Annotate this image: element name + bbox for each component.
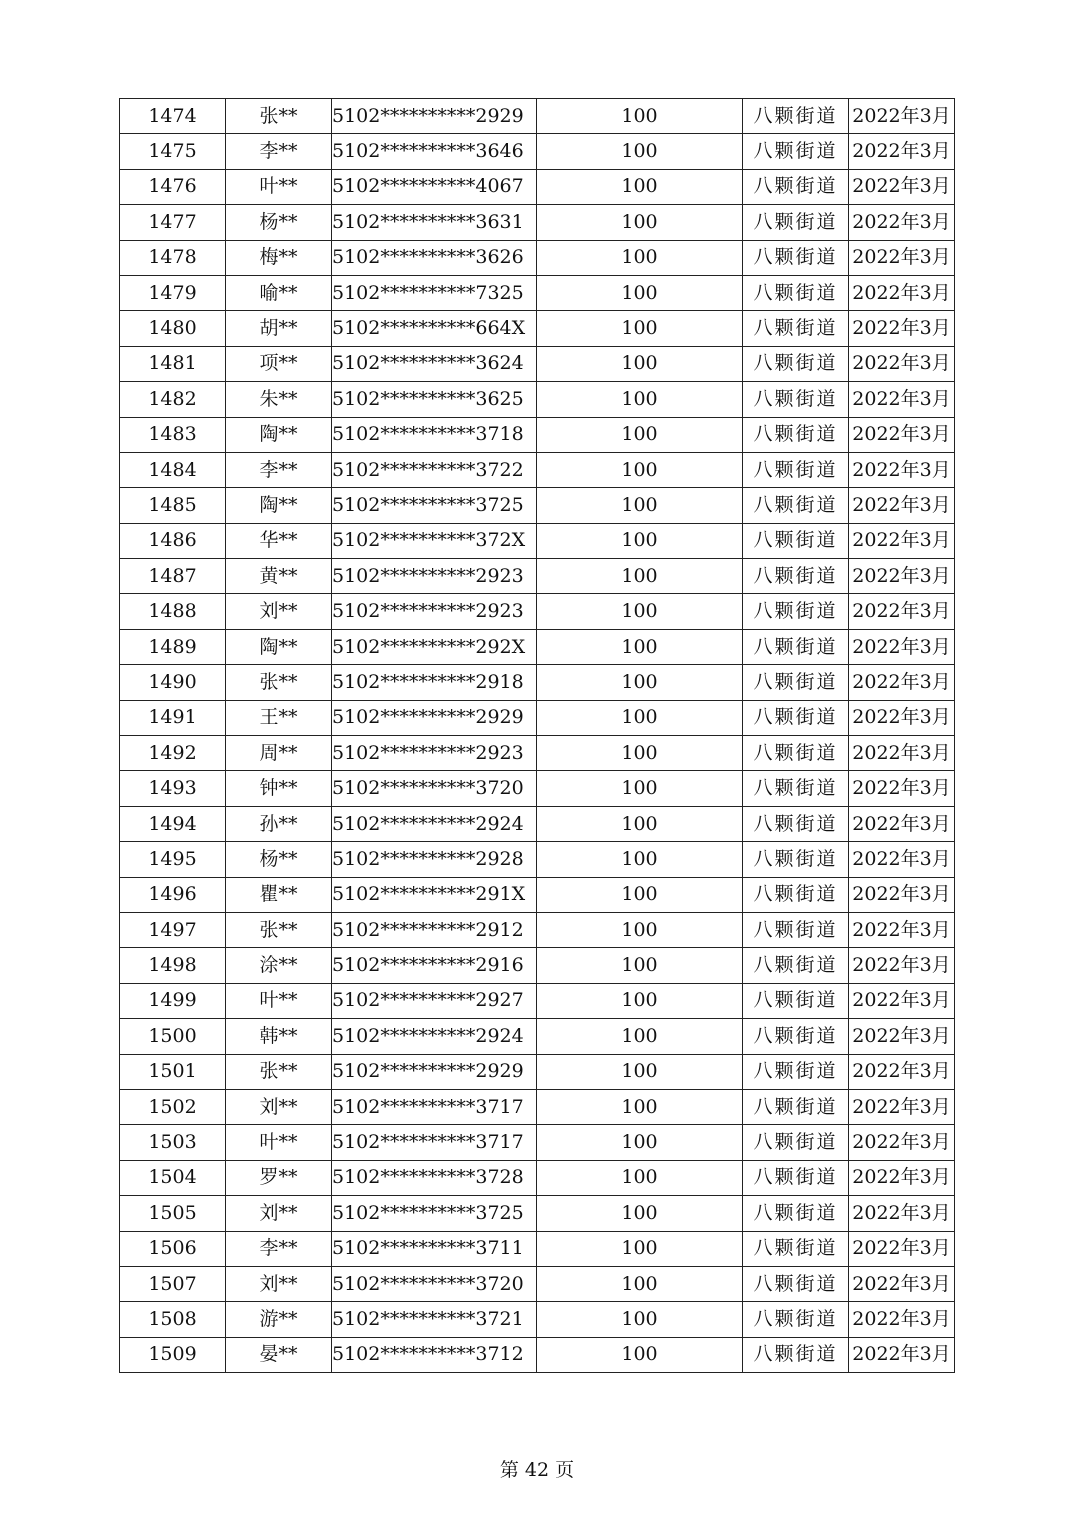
amount-cell: 100 xyxy=(537,700,743,735)
row-number-cell: 1505 xyxy=(120,1196,226,1231)
amount-cell: 100 xyxy=(537,1054,743,1089)
table-row xyxy=(120,134,955,169)
id-number-cell: 5102**********3722 xyxy=(332,452,537,487)
name-cell: 李** xyxy=(226,134,332,169)
table-row xyxy=(120,1160,955,1195)
name-cell: 叶** xyxy=(226,169,332,204)
amount-cell: 100 xyxy=(537,1337,743,1372)
area-cell: 八颗街道 xyxy=(743,559,849,594)
row-number-cell: 1498 xyxy=(120,948,226,983)
id-number-cell: 5102**********3721 xyxy=(332,1302,537,1337)
name-cell: 叶** xyxy=(226,983,332,1018)
table-row xyxy=(120,877,955,912)
amount-cell: 100 xyxy=(537,134,743,169)
id-number-cell: 5102**********2912 xyxy=(332,912,537,947)
row-number-cell: 1503 xyxy=(120,1125,226,1160)
id-number-cell: 5102**********3626 xyxy=(332,240,537,275)
table-row xyxy=(120,275,955,310)
table-row xyxy=(120,1196,955,1231)
date-cell: 2022年3月 xyxy=(849,1125,955,1160)
date-cell: 2022年3月 xyxy=(849,1089,955,1124)
area-cell: 八颗街道 xyxy=(743,983,849,1018)
id-number-cell: 5102**********372X xyxy=(332,523,537,558)
name-cell: 刘** xyxy=(226,1266,332,1301)
row-number-cell: 1479 xyxy=(120,275,226,310)
area-cell: 八颗街道 xyxy=(743,700,849,735)
table-row xyxy=(120,240,955,275)
id-number-cell: 5102**********2918 xyxy=(332,665,537,700)
date-cell: 2022年3月 xyxy=(849,382,955,417)
area-cell: 八颗街道 xyxy=(743,1125,849,1160)
date-cell: 2022年3月 xyxy=(849,488,955,523)
name-cell: 孙** xyxy=(226,806,332,841)
row-number-cell: 1495 xyxy=(120,842,226,877)
amount-cell: 100 xyxy=(537,806,743,841)
row-number-cell: 1485 xyxy=(120,488,226,523)
id-number-cell: 5102**********4067 xyxy=(332,169,537,204)
row-number-cell: 1476 xyxy=(120,169,226,204)
name-cell: 李** xyxy=(226,1231,332,1266)
area-cell: 八颗街道 xyxy=(743,488,849,523)
area-cell: 八颗街道 xyxy=(743,1054,849,1089)
row-number-cell: 1502 xyxy=(120,1089,226,1124)
row-number-cell: 1481 xyxy=(120,346,226,381)
id-number-cell: 5102**********2923 xyxy=(332,594,537,629)
date-cell: 2022年3月 xyxy=(849,1160,955,1195)
name-cell: 王** xyxy=(226,700,332,735)
name-cell: 游** xyxy=(226,1302,332,1337)
area-cell: 八颗街道 xyxy=(743,1302,849,1337)
date-cell: 2022年3月 xyxy=(849,417,955,452)
amount-cell: 100 xyxy=(537,205,743,240)
date-cell: 2022年3月 xyxy=(849,629,955,664)
area-cell: 八颗街道 xyxy=(743,665,849,700)
date-cell: 2022年3月 xyxy=(849,559,955,594)
table-row xyxy=(120,1089,955,1124)
name-cell: 瞿** xyxy=(226,877,332,912)
name-cell: 陶** xyxy=(226,629,332,664)
amount-cell: 100 xyxy=(537,488,743,523)
name-cell: 项** xyxy=(226,346,332,381)
date-cell: 2022年3月 xyxy=(849,523,955,558)
name-cell: 韩** xyxy=(226,1019,332,1054)
row-number-cell: 1504 xyxy=(120,1160,226,1195)
amount-cell: 100 xyxy=(537,382,743,417)
name-cell: 刘** xyxy=(226,1089,332,1124)
id-number-cell: 5102**********3625 xyxy=(332,382,537,417)
id-number-cell: 5102**********2928 xyxy=(332,842,537,877)
table-row xyxy=(120,700,955,735)
date-cell: 2022年3月 xyxy=(849,665,955,700)
date-cell: 2022年3月 xyxy=(849,1054,955,1089)
name-cell: 张** xyxy=(226,1054,332,1089)
table-row xyxy=(120,1231,955,1266)
name-cell: 黄** xyxy=(226,559,332,594)
date-cell: 2022年3月 xyxy=(849,806,955,841)
table-row xyxy=(120,948,955,983)
id-number-cell: 5102**********3718 xyxy=(332,417,537,452)
table-row xyxy=(120,205,955,240)
table-row xyxy=(120,169,955,204)
area-cell: 八颗街道 xyxy=(743,1196,849,1231)
id-number-cell: 5102**********2923 xyxy=(332,736,537,771)
id-number-cell: 5102**********2929 xyxy=(332,700,537,735)
table-row xyxy=(120,1266,955,1301)
row-number-cell: 1493 xyxy=(120,771,226,806)
amount-cell: 100 xyxy=(537,275,743,310)
row-number-cell: 1506 xyxy=(120,1231,226,1266)
area-cell: 八颗街道 xyxy=(743,806,849,841)
amount-cell: 100 xyxy=(537,169,743,204)
date-cell: 2022年3月 xyxy=(849,346,955,381)
date-cell: 2022年3月 xyxy=(849,275,955,310)
amount-cell: 100 xyxy=(537,559,743,594)
name-cell: 涂** xyxy=(226,948,332,983)
records-table xyxy=(119,98,955,1373)
date-cell: 2022年3月 xyxy=(849,1019,955,1054)
amount-cell: 100 xyxy=(537,842,743,877)
table-row xyxy=(120,417,955,452)
name-cell: 陶** xyxy=(226,417,332,452)
area-cell: 八颗街道 xyxy=(743,382,849,417)
amount-cell: 100 xyxy=(537,771,743,806)
name-cell: 梅** xyxy=(226,240,332,275)
area-cell: 八颗街道 xyxy=(743,346,849,381)
area-cell: 八颗街道 xyxy=(743,311,849,346)
row-number-cell: 1500 xyxy=(120,1019,226,1054)
amount-cell: 100 xyxy=(537,736,743,771)
name-cell: 华** xyxy=(226,523,332,558)
date-cell: 2022年3月 xyxy=(849,311,955,346)
area-cell: 八颗街道 xyxy=(743,1089,849,1124)
area-cell: 八颗街道 xyxy=(743,134,849,169)
name-cell: 朱** xyxy=(226,382,332,417)
table-row xyxy=(120,842,955,877)
table-row xyxy=(120,311,955,346)
date-cell: 2022年3月 xyxy=(849,736,955,771)
amount-cell: 100 xyxy=(537,311,743,346)
id-number-cell: 5102**********3711 xyxy=(332,1231,537,1266)
amount-cell: 100 xyxy=(537,240,743,275)
table-row xyxy=(120,559,955,594)
area-cell: 八颗街道 xyxy=(743,948,849,983)
area-cell: 八颗街道 xyxy=(743,912,849,947)
area-cell: 八颗街道 xyxy=(743,1019,849,1054)
id-number-cell: 5102**********2927 xyxy=(332,983,537,1018)
id-number-cell: 5102**********3631 xyxy=(332,205,537,240)
name-cell: 叶** xyxy=(226,1125,332,1160)
name-cell: 罗** xyxy=(226,1160,332,1195)
id-number-cell: 5102**********3712 xyxy=(332,1337,537,1372)
table-row xyxy=(120,983,955,1018)
row-number-cell: 1499 xyxy=(120,983,226,1018)
amount-cell: 100 xyxy=(537,948,743,983)
name-cell: 陶** xyxy=(226,488,332,523)
id-number-cell: 5102**********3720 xyxy=(332,1266,537,1301)
row-number-cell: 1477 xyxy=(120,205,226,240)
records-table-body xyxy=(120,99,955,1373)
row-number-cell: 1496 xyxy=(120,877,226,912)
amount-cell: 100 xyxy=(537,1019,743,1054)
amount-cell: 100 xyxy=(537,452,743,487)
id-number-cell: 5102**********2923 xyxy=(332,559,537,594)
area-cell: 八颗街道 xyxy=(743,275,849,310)
table-row xyxy=(120,806,955,841)
id-number-cell: 5102**********3717 xyxy=(332,1089,537,1124)
id-number-cell: 5102**********291X xyxy=(332,877,537,912)
area-cell: 八颗街道 xyxy=(743,205,849,240)
date-cell: 2022年3月 xyxy=(849,452,955,487)
name-cell: 刘** xyxy=(226,1196,332,1231)
name-cell: 晏** xyxy=(226,1337,332,1372)
table-row xyxy=(120,1125,955,1160)
row-number-cell: 1492 xyxy=(120,736,226,771)
row-number-cell: 1487 xyxy=(120,559,226,594)
area-cell: 八颗街道 xyxy=(743,523,849,558)
table-row xyxy=(120,452,955,487)
amount-cell: 100 xyxy=(537,523,743,558)
date-cell: 2022年3月 xyxy=(849,99,955,134)
row-number-cell: 1482 xyxy=(120,382,226,417)
table-row xyxy=(120,771,955,806)
date-cell: 2022年3月 xyxy=(849,594,955,629)
amount-cell: 100 xyxy=(537,983,743,1018)
area-cell: 八颗街道 xyxy=(743,771,849,806)
id-number-cell: 5102**********3717 xyxy=(332,1125,537,1160)
row-number-cell: 1483 xyxy=(120,417,226,452)
amount-cell: 100 xyxy=(537,1196,743,1231)
row-number-cell: 1488 xyxy=(120,594,226,629)
row-number-cell: 1491 xyxy=(120,700,226,735)
amount-cell: 100 xyxy=(537,346,743,381)
date-cell: 2022年3月 xyxy=(849,1266,955,1301)
name-cell: 杨** xyxy=(226,205,332,240)
date-cell: 2022年3月 xyxy=(849,1302,955,1337)
name-cell: 刘** xyxy=(226,594,332,629)
amount-cell: 100 xyxy=(537,665,743,700)
area-cell: 八颗街道 xyxy=(743,1160,849,1195)
area-cell: 八颗街道 xyxy=(743,169,849,204)
id-number-cell: 5102**********3725 xyxy=(332,488,537,523)
area-cell: 八颗街道 xyxy=(743,736,849,771)
id-number-cell: 5102**********664X xyxy=(332,311,537,346)
amount-cell: 100 xyxy=(537,912,743,947)
amount-cell: 100 xyxy=(537,1266,743,1301)
row-number-cell: 1489 xyxy=(120,629,226,664)
id-number-cell: 5102**********2924 xyxy=(332,1019,537,1054)
row-number-cell: 1490 xyxy=(120,665,226,700)
date-cell: 2022年3月 xyxy=(849,948,955,983)
table-row xyxy=(120,523,955,558)
name-cell: 李** xyxy=(226,452,332,487)
table-row xyxy=(120,346,955,381)
date-cell: 2022年3月 xyxy=(849,169,955,204)
date-cell: 2022年3月 xyxy=(849,205,955,240)
area-cell: 八颗街道 xyxy=(743,1337,849,1372)
row-number-cell: 1475 xyxy=(120,134,226,169)
row-number-cell: 1478 xyxy=(120,240,226,275)
id-number-cell: 5102**********3720 xyxy=(332,771,537,806)
amount-cell: 100 xyxy=(537,1302,743,1337)
name-cell: 杨** xyxy=(226,842,332,877)
page-number: 第 42 页 xyxy=(499,1459,575,1481)
amount-cell: 100 xyxy=(537,1089,743,1124)
date-cell: 2022年3月 xyxy=(849,912,955,947)
amount-cell: 100 xyxy=(537,417,743,452)
name-cell: 张** xyxy=(226,912,332,947)
id-number-cell: 5102**********7325 xyxy=(332,275,537,310)
table-row xyxy=(120,488,955,523)
date-cell: 2022年3月 xyxy=(849,134,955,169)
id-number-cell: 5102**********2924 xyxy=(332,806,537,841)
area-cell: 八颗街道 xyxy=(743,240,849,275)
area-cell: 八颗街道 xyxy=(743,417,849,452)
area-cell: 八颗街道 xyxy=(743,629,849,664)
row-number-cell: 1508 xyxy=(120,1302,226,1337)
row-number-cell: 1486 xyxy=(120,523,226,558)
date-cell: 2022年3月 xyxy=(849,1231,955,1266)
area-cell: 八颗街道 xyxy=(743,1266,849,1301)
table-row xyxy=(120,629,955,664)
area-cell: 八颗街道 xyxy=(743,452,849,487)
table-row xyxy=(120,382,955,417)
area-cell: 八颗街道 xyxy=(743,877,849,912)
table-row xyxy=(120,1337,955,1372)
table-row xyxy=(120,736,955,771)
date-cell: 2022年3月 xyxy=(849,771,955,806)
amount-cell: 100 xyxy=(537,1125,743,1160)
row-number-cell: 1501 xyxy=(120,1054,226,1089)
date-cell: 2022年3月 xyxy=(849,700,955,735)
name-cell: 胡** xyxy=(226,311,332,346)
row-number-cell: 1507 xyxy=(120,1266,226,1301)
id-number-cell: 5102**********2929 xyxy=(332,99,537,134)
amount-cell: 100 xyxy=(537,877,743,912)
date-cell: 2022年3月 xyxy=(849,877,955,912)
table-row xyxy=(120,912,955,947)
amount-cell: 100 xyxy=(537,594,743,629)
table-row xyxy=(120,1302,955,1337)
area-cell: 八颗街道 xyxy=(743,842,849,877)
row-number-cell: 1480 xyxy=(120,311,226,346)
id-number-cell: 5102**********3725 xyxy=(332,1196,537,1231)
row-number-cell: 1494 xyxy=(120,806,226,841)
name-cell: 张** xyxy=(226,99,332,134)
area-cell: 八颗街道 xyxy=(743,1231,849,1266)
table-row xyxy=(120,665,955,700)
amount-cell: 100 xyxy=(537,629,743,664)
table-row xyxy=(120,594,955,629)
amount-cell: 100 xyxy=(537,1160,743,1195)
row-number-cell: 1509 xyxy=(120,1337,226,1372)
name-cell: 喻** xyxy=(226,275,332,310)
date-cell: 2022年3月 xyxy=(849,240,955,275)
id-number-cell: 5102**********2916 xyxy=(332,948,537,983)
row-number-cell: 1474 xyxy=(120,99,226,134)
name-cell: 张** xyxy=(226,665,332,700)
table-row xyxy=(120,1054,955,1089)
date-cell: 2022年3月 xyxy=(849,1337,955,1372)
date-cell: 2022年3月 xyxy=(849,842,955,877)
name-cell: 周** xyxy=(226,736,332,771)
date-cell: 2022年3月 xyxy=(849,983,955,1018)
table-row xyxy=(120,1019,955,1054)
amount-cell: 100 xyxy=(537,99,743,134)
date-cell: 2022年3月 xyxy=(849,1196,955,1231)
area-cell: 八颗街道 xyxy=(743,594,849,629)
id-number-cell: 5102**********3646 xyxy=(332,134,537,169)
id-number-cell: 5102**********2929 xyxy=(332,1054,537,1089)
table-row xyxy=(120,99,955,134)
amount-cell: 100 xyxy=(537,1231,743,1266)
row-number-cell: 1497 xyxy=(120,912,226,947)
id-number-cell: 5102**********3728 xyxy=(332,1160,537,1195)
area-cell: 八颗街道 xyxy=(743,99,849,134)
row-number-cell: 1484 xyxy=(120,452,226,487)
name-cell: 钟** xyxy=(226,771,332,806)
id-number-cell: 5102**********292X xyxy=(332,629,537,664)
id-number-cell: 5102**********3624 xyxy=(332,346,537,381)
